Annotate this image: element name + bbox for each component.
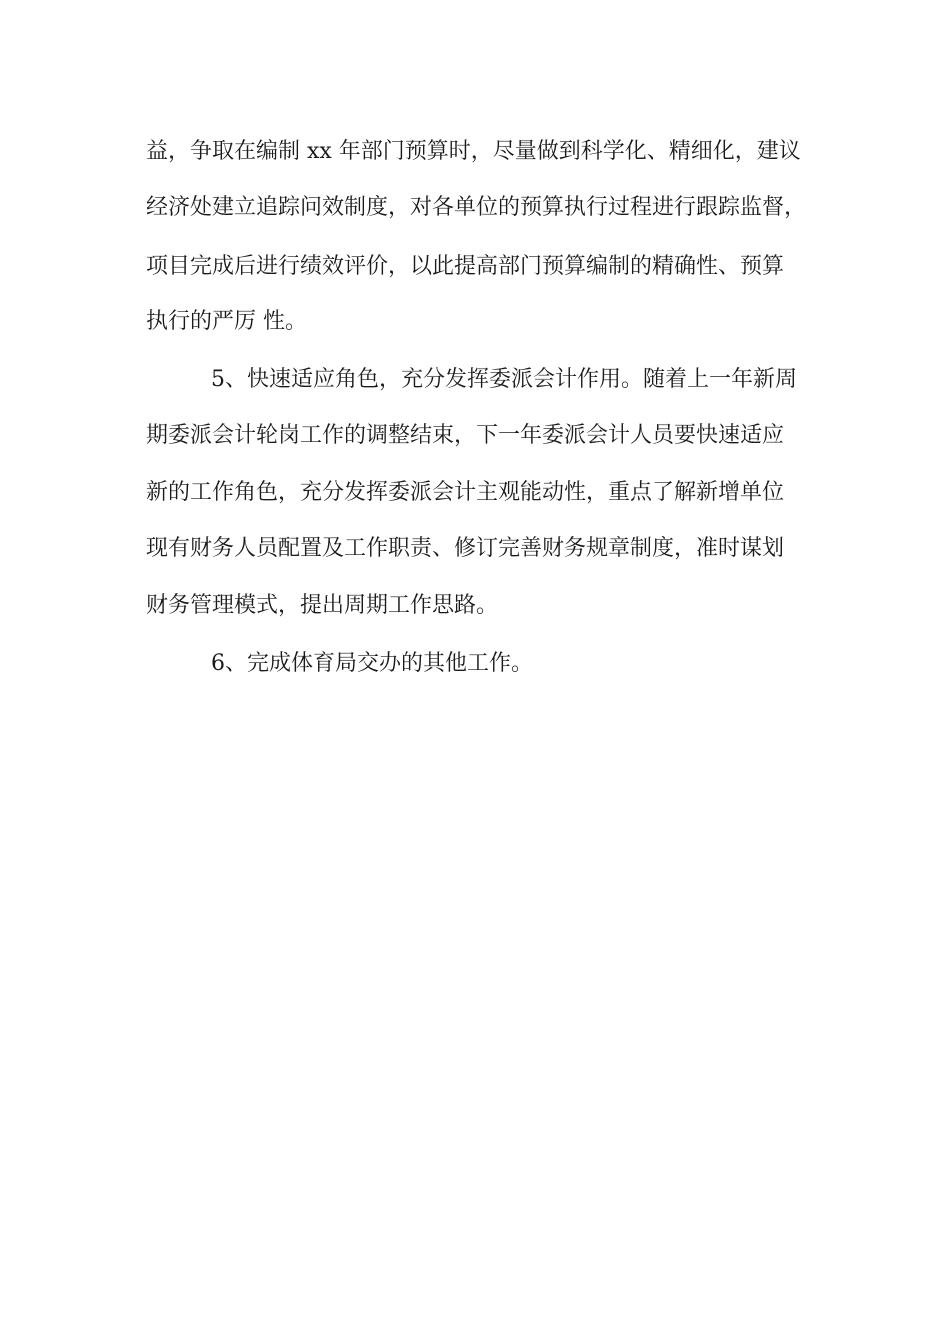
paragraph-line — [0, 190, 950, 226]
paragraph-line — [0, 588, 950, 624]
paragraph-text: 经济处建立追踪问效制度，对各单位的预算执行过程进行跟踪监督， — [146, 195, 807, 220]
paragraph-line — [0, 531, 950, 567]
paragraph-line — [0, 418, 950, 454]
paragraph-text: 执行的严厉 性。 — [146, 309, 307, 334]
paragraph-line — [0, 249, 950, 285]
paragraph-text: 项目完成后进行绩效评价，以此提高部门预算编制的精确性、预算 — [146, 254, 785, 279]
paragraph-text: 益，争取在编制 xx 年部门预算时，尽量做到科学化、精细化，建议 — [146, 139, 801, 164]
paragraph-text: 现有财务人员配置及工作职责、修订完善财务规章制度，准时谋划 — [146, 536, 785, 561]
paragraph-line — [0, 646, 950, 682]
paragraph-line — [0, 134, 950, 170]
paragraph-text: 新的工作角色，充分发挥委派会计主观能动性，重点了解新增单位 — [146, 480, 785, 505]
paragraph-text: 5、快速适应角色，充分发挥委派会计作用。随着上一年新周 — [211, 367, 797, 392]
paragraph-line — [0, 304, 950, 340]
paragraph-text: 6、完成体育局交办的其他工作。 — [211, 651, 533, 676]
paragraph-line — [0, 475, 950, 511]
paragraph-text: 财务管理模式，提出周期工作思路。 — [146, 593, 499, 618]
paragraph-text: 期委派会计轮岗工作的调整结束，下一年委派会计人员要快速适应 — [146, 423, 785, 448]
paragraph-line — [0, 362, 950, 398]
